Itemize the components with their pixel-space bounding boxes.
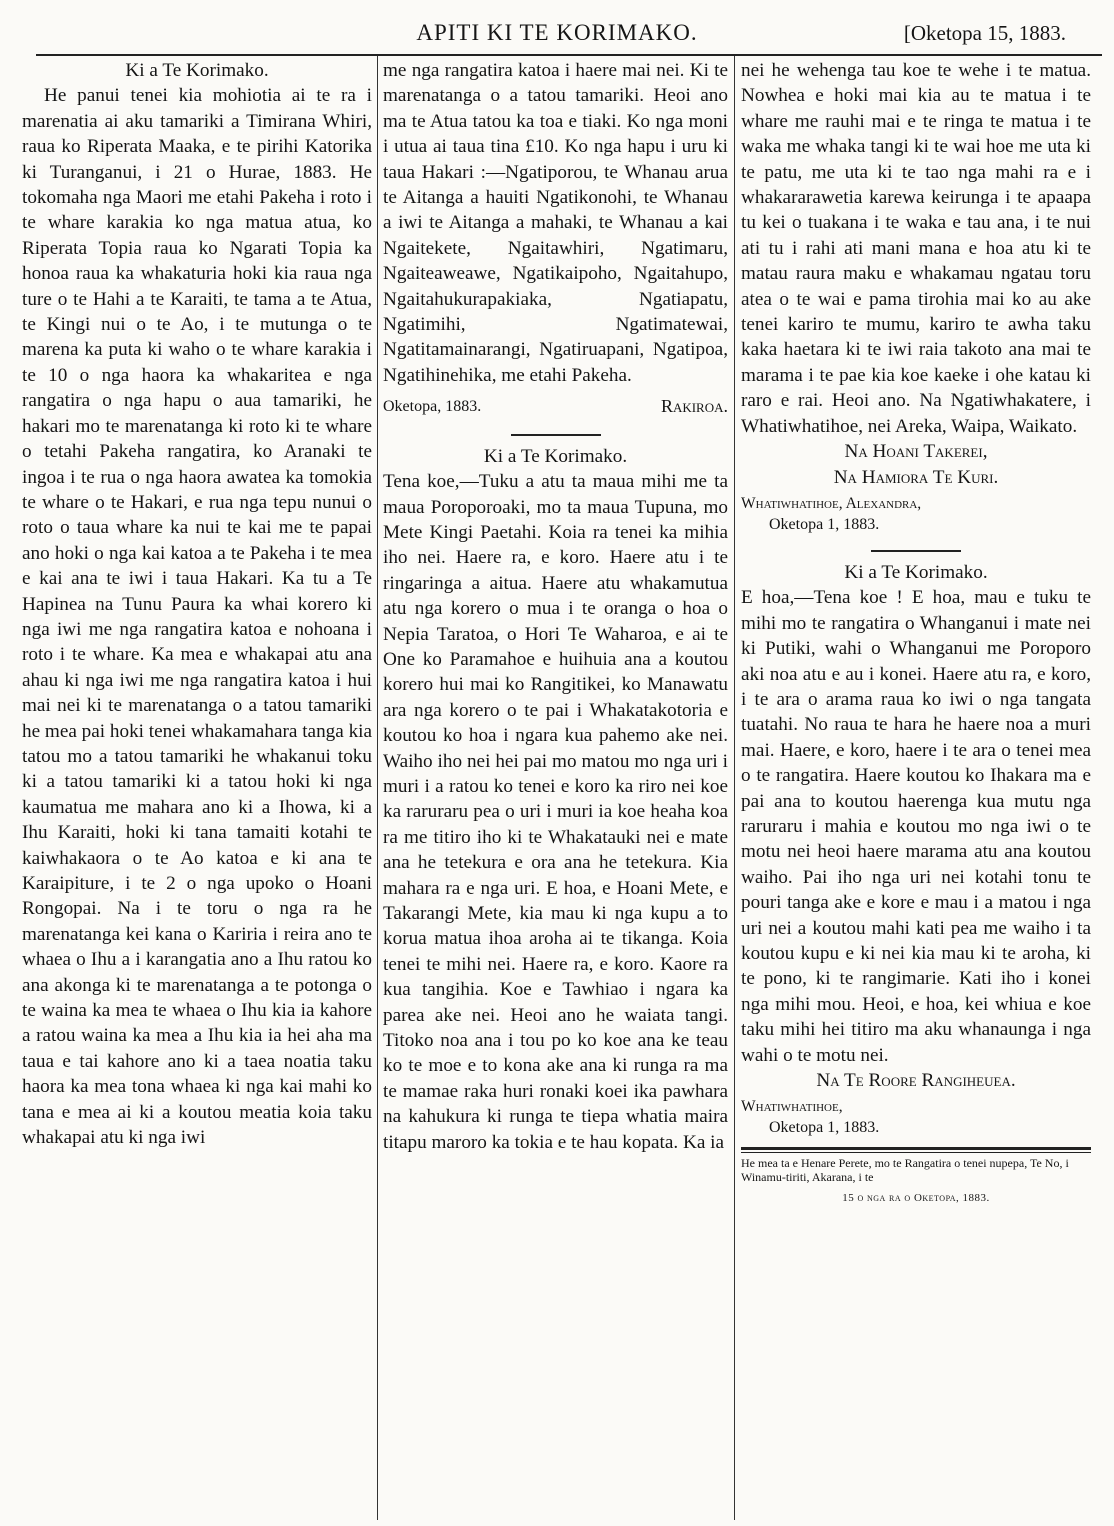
signature-date: Oketopa 1, 1883. (769, 1119, 880, 1137)
letter-body: He panui tenei kia mohiotia ai te ra i marenatia ai aku tamariki a Timirana Whiri, raua ko Riperata Maaka, e te pirihi Katorika ki Turanganui, i 21 o Hurae, 1883. He tokomaha nga Maori me etahi Pakeha i roto i te whare karakia ko nga matua atua, ko Riperata Topia raua ko Ngarati Topia ka honoa raua ka whakaturia hoki kia raua nga ture o te Hahi a te Karaiti, te tama a te Atua, te Kingi nui o te Ao, i te mutunga o te marena ka puta ki waho o te whare karakia i te 10 o nga haora ka whakaritea e nga rangatira o nga hapu o aua tamariki, he hakari mo te marenatanga ki roto ki te whare o tetahi Pakeha rangatira, ko Aranaki te ingoa i te rua o nga haora awatea ka tomokia te whare o te Hakari, e rua nga tepu nunui o roto o taua whare ka nui te kai me te papai ano hoki o nga kai katoa a te Pakeha i te mea e kai ana te iwi i taua Hakari. Ka tu a Te Hapinea na Tunu Paura ka whai korero ki nga iwi me nga rangatira katoa e nohoana i roto i te whare. Ka mea e whakapai atu ana ahau ki nga iwi me nga rangatira katoa i hui mai nei ki te marenatanga o a tatou tamariki he mea pai hoki tenei whakamahara tanga kia tatou mo a tatou tamariki he whakanui toku ki a tatou tamariki ki a tatou hoki ki nga kaumatua me mahara ano ki a Ihowa, ki a Ihu Karaiti, hoki ki tana tamaiti kotahi te kaiwhakaora o te Ao katoa e ki ana te Karaipiture, i te 2 o nga upoko o Hoani Rongopai. Na i te toru o nga ra he marenatanga kei kana o Kariria i reira ano te whaea o Ihu a i karangatia ano a Ihu ratou ko ana akonga ki te marenatanga a te potonga o te waina ka mea te whaea o Ihu kia ia kahore a ratou waina ka mea a Ihu kia ia hei aha ma taua e tai kahore ano ki a taea noatia taku haora ka mea tona whaea ki nga kai mahi ko tana e mea ai ki a koutou meatia koia taku whakapai atu ki nga iwi (22, 85, 372, 1149)
letter-signature (383, 394, 728, 419)
section-rule (511, 434, 601, 436)
letter-body-continued: me nga rangatira katoa i haere mai nei. Ki te marenatanga o a tatou tamariki. Heoi ano ma te Atua tatou ka toa e tiaki. Ko nga moni i utua ai taua tina £10. Ko nga hapu i uru ki taua Hakari :—Ngatiporou, te Whanau arua te Aitanga a hauiti Ngatikonohi, te Whanau a iwi te Aitanga a mahaki, te Whanau a kai Ngaitekete, Ngaitawhiri, Ngatimaru, Ngaiteaweawe, Ngatikaipoho, Ngaitahupo, Ngaitahukurapakiaka, Ngatiapatu, Ngatimihi, Ngatimatewai, Ngatitamainarangi, Ngatiruapani, Ngatipoa, Ngatihinehika, me etahi Pakeha. (383, 60, 728, 386)
issue-date: [Oketopa 15, 1883. (903, 21, 1066, 45)
column-2 (383, 58, 728, 1518)
imprint-date: 15 o nga ra o Oketopa, 1883. (842, 1192, 990, 1205)
column-divider-1 (377, 56, 378, 1520)
signature-place: Whatiwhatihoe, (741, 1098, 843, 1116)
imprint-rule (741, 1147, 1091, 1150)
printer-imprint: He mea ta e Henare Perete, mo te Rangatira o tenei nupepa, Te No, i Winamu-tiriti, Akarana, i te (741, 1156, 1069, 1185)
column-1 (22, 58, 372, 1518)
signature-date: Oketopa, 1883. (383, 398, 482, 416)
letter-body: E hoa,—Tena koe ! E hoa, mau e tuku te mihi mo te rangatira o Whanganui i mate nei ki Putiki, wahi o Whanganui me Poroporo aki noa atu e au i konei. Haere atu ra, e koro, i te ara o arama raua ko iwi o nga tangata tuatahi. No raua te hara he haere noa a muri mai. Haere, e koro, haere i te ara o tenei mea o te rangatira. Haere koutou ko Ihakara ma e pai ana to koutou haerenga kua mutu nga raruraru i mahia e koutou mo nga iwi o te motu nei heoi haere marama atu ana koutou waiho. Pai iho nga uri nei kotahi tonu te pouri tanga ake e kore e mau i a matou i nga uri nei a koutou mahi kati pea me waiho i ta koutou kupu e ki nei kia mau ki te aroha, ki te pono, ki te rangimarie. Kati iho i konei nga mihi mou. Heoi, e hoa, kei whiua e koe taku mihi hei titiro ma aku whanaunga i nga wahi o te motu nei. (741, 587, 1091, 1066)
signature-name: Na Hoani Takerei, (844, 441, 988, 463)
column-3 (741, 58, 1091, 1518)
letter-address: Ki a Te Korimako. (125, 60, 269, 81)
signature-name: Rakiroa. (660, 396, 728, 417)
letter-body-continued: nei he wehenga tau koe te wehe i te matua. Nowhea e hoki mai kia au te matua i te whare me rauhi mai e te ringa te matua i te waka me whaka tangi ki te wai hoe me uta ki te patu, me uta ki te tao nga mahi ra e i whakararawetia karewa keirunga i te apaapa tu kei o tuakana i te waka e tau ana, i te nui ati tu i rahi ati mani mana e hoa atu ki te matau raura maku e whakamau ngatau toru atea o te wai e pama tirohia mai ko au ake tenei kariro te mumu, kariro te awha taku kaka haetara ki te iwi raia takoto ana mai te marama i te pae kia koe kaeke i ohe katau ki raro e rai. Heoi ano. Na Ngatiwhakatere, i Whatiwhatihoe, nei Areka, Waipa, Waikato. (741, 60, 1091, 437)
imprint-rule-thin (741, 1152, 1091, 1153)
letter-body: Tena koe,—Tuku a atu ta maua mihi me ta maua Poroporoaki, mo ta maua Tupuna, mo Mete Kingi Paetahi. Koia ra tenei ka mihia iho nei. Haere ra, e koro. Haere atu i te ringaringa a aitua. Haere atu whakamutua atu nga korero o mua i te oranga o hoa o Nepia Taratoa, o Hori Te Waharoa, e ai te One ko Paramahoe e huihuia ana a koutou korero hui mai ko Rangitikei, ko Manawatu ara nga korero o te pai i Whakatakotoria e koutou ko hoa i ngara kua pahemo ake nei. Waiho iho nei hei pai mo matou mo nga uri i muri i a ratou ko tenei e koro ka riro nei koe ka raruraru pea o uri i muri ia koe heaha koa ra me titiro iho ki te Whakatauki nei e mate ana he tetekura e ora ana he tetekura. Kia mahara ra e nga uri. E hoa, e Hoani Mete, e Takarangi Mete, kia mau ki nga kupu a to korua matua ihoa aroha ai te tikanga. Koia tenei te mihi nei. Haere ra, e koro. Kaore ra kua tangihia. Koe e Tawhiao i ngara ka parea ake nei. Heoi ano he waiata tangi. Titoko noa ana i tou po ko koe ana ke teau ko te moe e to kona ake ana ki runga ra ma te mamae raka huri ronaki koei ika pawhara na kahukura ki runga te tiepa whatia maira titapu maroro ka tokia e te hau kopata. Ka ia (383, 471, 728, 1153)
signature-place: Whatiwhatihoe, Alexandra, (741, 494, 922, 512)
signature-name: Na Hamiora Te Kuri. (833, 466, 999, 488)
page-header (0, 0, 1114, 56)
signature-date: Oketopa 1, 1883. (769, 515, 880, 533)
letter-address: Ki a Te Korimako. (844, 561, 988, 583)
header-rule (36, 54, 1102, 56)
letter-address: Ki a Te Korimako. (483, 445, 628, 467)
column-divider-2 (734, 56, 735, 1520)
newspaper-title: APITI KI TE KORIMAKO. (416, 20, 698, 45)
section-rule (871, 550, 961, 552)
signature-name: Na Te Roore Rangiheuea. (816, 1070, 1016, 1092)
